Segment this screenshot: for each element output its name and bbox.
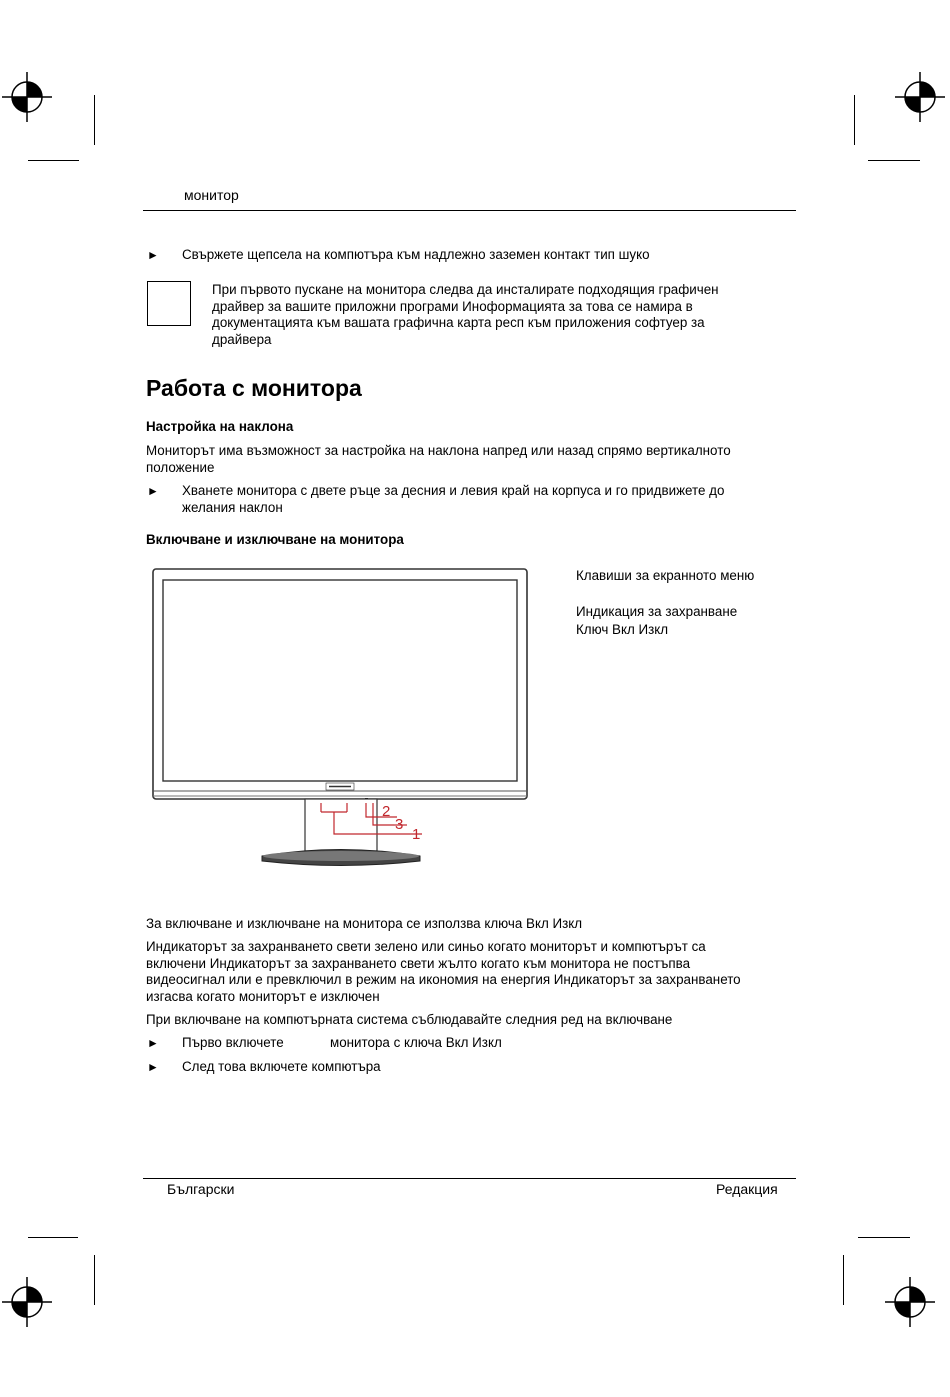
- registration-mark-top-right: [893, 70, 950, 130]
- note-line: документацията към вашата графична карта респ към приложения софтуер за: [212, 315, 705, 330]
- callout-3: 3: [395, 816, 404, 833]
- note-line: При първото пускане на монитора следва да инсталирате подходящия графичен: [212, 282, 719, 297]
- section-title: Работа с монитора: [146, 375, 362, 401]
- label-power-switch: Ключ Вкл Изкл: [576, 622, 669, 637]
- paragraph-line: Индикаторът за захранването свети зелено или синьо когато мониторът и компютърът са: [146, 939, 706, 954]
- bullet-line: Хванете монитора с двете ръце за десния и левия край на корпуса и го придвижете до: [182, 483, 725, 498]
- crop-mark: [858, 1237, 910, 1238]
- power-paragraph-2: [146, 939, 741, 1005]
- power-heading: Включване и изключване на монитора: [146, 532, 404, 547]
- footer-language: Български: [167, 1181, 235, 1197]
- crop-mark: [94, 1255, 95, 1305]
- monitor-figure: [145, 560, 540, 875]
- paragraph-line: видеосигнал или е превключил в режим на икономия на енергия Индикаторът за захранването: [146, 972, 741, 987]
- bullet-line: желания наклон: [182, 499, 283, 515]
- step-1-text-b: монитора с ключа Вкл Изкл: [330, 1035, 502, 1050]
- registration-mark-bottom-right: [883, 1275, 943, 1335]
- paragraph-line: изгасва когато мониторът е изключен: [146, 988, 380, 1004]
- paragraph-line: Мониторът има възможност за настройка на наклона напред или назад спрямо вертикалното: [146, 443, 731, 458]
- crop-mark: [843, 1255, 844, 1305]
- step-1-text-a: Първо включете: [182, 1035, 284, 1050]
- bullet-text-tilt: [182, 483, 724, 516]
- note-line: драйвер за вашите приложни програми Иноформацията за това се намира в: [212, 298, 693, 314]
- paragraph-line: положение: [146, 459, 215, 475]
- footer-rule: [143, 1178, 796, 1179]
- crop-mark: [28, 160, 79, 161]
- label-osd-keys: Клавиши за екранното меню: [576, 568, 755, 583]
- crop-mark: [868, 160, 920, 161]
- callout-1: 1: [412, 826, 421, 843]
- callout-2: 2: [382, 803, 391, 820]
- crop-mark: [94, 95, 95, 145]
- page-header-title: монитор: [184, 187, 239, 203]
- bullet-marker: ►: [147, 484, 159, 498]
- note-line: драйвера: [212, 331, 272, 347]
- step-2-text: След това включете компютъра: [182, 1059, 381, 1074]
- power-paragraph-3: При включване на компютърната система съблюдавайте следния ред на включване: [146, 1012, 673, 1027]
- footer-edition: Редакция: [716, 1181, 778, 1197]
- paragraph-line: включени Индикаторът за захранването свети жълто когато към монитора не постъпва: [146, 955, 691, 971]
- registration-mark-top-left: [0, 70, 60, 130]
- power-paragraph-1: За включване и изключване на монитора се използва ключа Вкл Изкл: [146, 916, 583, 931]
- registration-mark-bottom-left: [0, 1275, 60, 1335]
- tilt-heading: Настройка на наклона: [146, 419, 294, 434]
- crop-mark: [854, 95, 855, 145]
- header-rule: [143, 210, 796, 211]
- bullet-text-connect-plug: Свържете щепсела на компютъра към надлежно заземен контакт тип шуко: [182, 247, 650, 262]
- bullet-marker: ►: [147, 1036, 159, 1050]
- bullet-marker: ►: [147, 1060, 159, 1074]
- note-icon-box: [147, 281, 191, 326]
- tilt-paragraph: [146, 443, 731, 476]
- crop-mark: [28, 1237, 78, 1238]
- label-power-indicator: Индикация за захранване: [576, 604, 738, 619]
- note-text: [212, 282, 719, 348]
- bullet-marker: ►: [147, 248, 159, 262]
